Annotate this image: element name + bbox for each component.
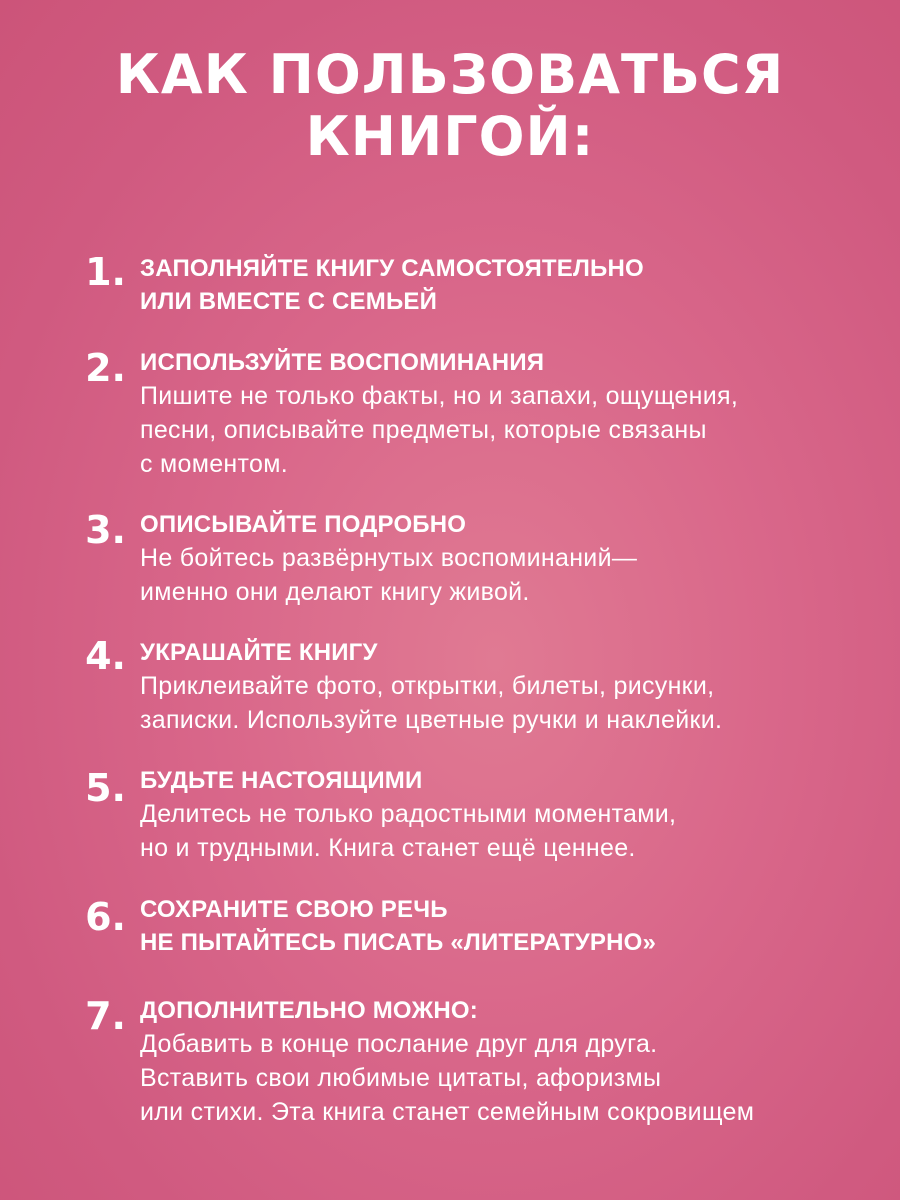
item-number: 6. <box>85 895 126 939</box>
item-content <box>140 252 880 318</box>
item-content <box>140 346 880 481</box>
item-number: 5. <box>85 766 126 810</box>
title-line-1: КАК ПОЛЬЗОВАТЬСЯ <box>115 43 785 106</box>
item-number: 4. <box>85 634 126 678</box>
item-heading-line: БУДЬТЕ НАСТОЯЩИМИ <box>140 767 423 794</box>
item-heading-line: СОХРАНИТЕ СВОЮ РЕЧЬ <box>140 896 448 923</box>
item-heading-line: УКРАШАЙТЕ КНИГУ <box>140 639 378 666</box>
item-content <box>140 508 880 609</box>
item-content <box>140 636 880 737</box>
item-heading-line: ИСПОЛЬЗУЙТЕ ВОСПОМИНАНИЯ <box>140 349 545 376</box>
item-content <box>140 994 880 1129</box>
item-body-line: Делитесь не только радостными моментами, <box>140 800 677 828</box>
item-body-line: с моментом. <box>140 450 288 478</box>
page-title <box>0 44 900 168</box>
item-heading-line: ОПИСЫВАЙТЕ ПОДРОБНО <box>140 511 467 538</box>
item-body-line: Пишите не только факты, но и запахи, ощущения, <box>140 382 739 410</box>
item-body-line: но и трудными. Книга станет ещё ценнее. <box>140 834 636 862</box>
item-number: 7. <box>85 994 126 1038</box>
item-number: 3. <box>85 508 126 552</box>
item-body-line: Приклеивайте фото, открытки, билеты, рисунки, <box>140 672 715 700</box>
item-heading-line: НЕ ПЫТАЙТЕСЬ ПИСАТЬ «ЛИТЕРАТУРНО» <box>140 929 657 956</box>
item-body-line: песни, описывайте предметы, которые связаны <box>140 416 707 444</box>
item-content <box>140 893 880 959</box>
item-number: 2. <box>85 346 126 390</box>
item-body-line: записки. Используйте цветные ручки и наклейки. <box>140 706 723 734</box>
item-body-line: или стихи. Эта книга станет семейным сокровищем <box>140 1098 755 1126</box>
item-number: 1. <box>85 250 126 294</box>
item-body-line: именно они делают книгу живой. <box>140 578 530 606</box>
item-heading-line: ЗАПОЛНЯЙТЕ КНИГУ САМОСТОЯТЕЛЬНО <box>140 255 644 282</box>
item-body-line: Добавить в конце послание друг для друга. <box>140 1030 658 1058</box>
item-content <box>140 764 880 865</box>
item-body-line: Не бойтесь развёрнутых воспоминаний— <box>140 544 638 572</box>
item-heading-line: ДОПОЛНИТЕЛЬНО МОЖНО: <box>140 997 478 1024</box>
title-line-2: КНИГОЙ: <box>305 105 595 168</box>
item-heading-line: ИЛИ ВМЕСТЕ С СЕМЬЕЙ <box>140 288 438 315</box>
item-body-line: Вставить свои любимые цитаты, афоризмы <box>140 1064 662 1092</box>
